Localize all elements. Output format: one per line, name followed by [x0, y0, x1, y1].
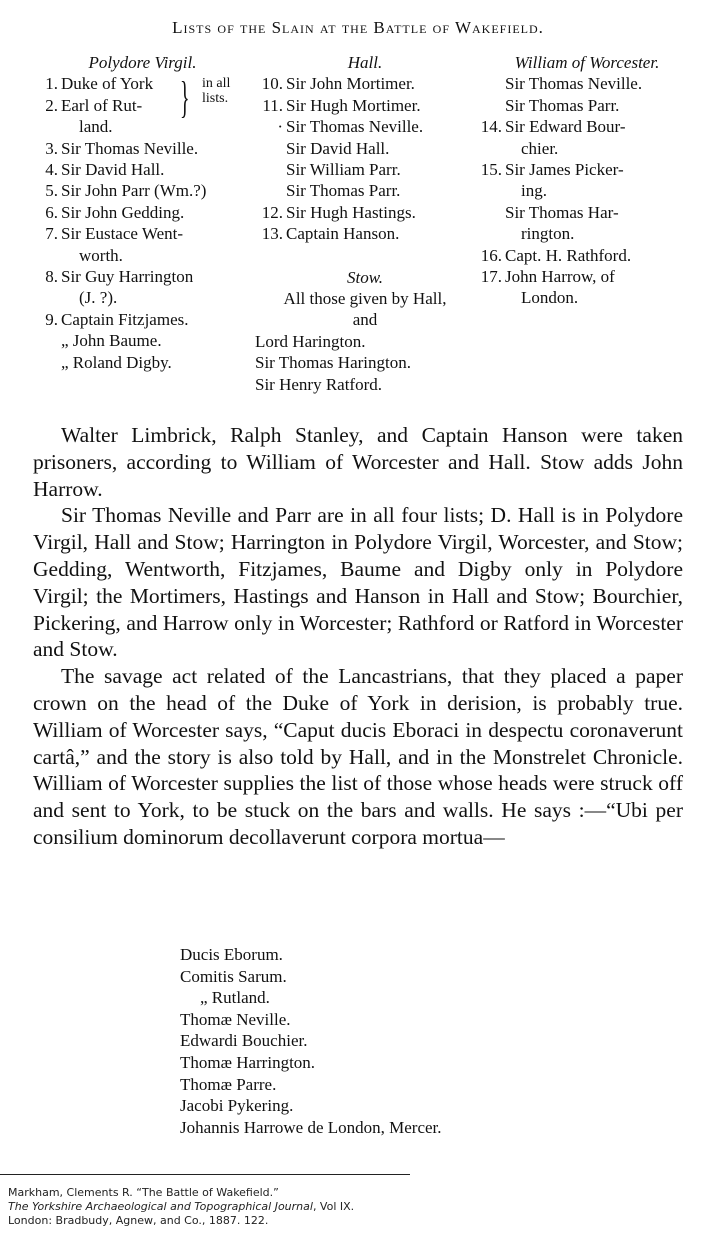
item-number: 3. — [45, 138, 58, 158]
list-item — [255, 223, 475, 244]
list-item — [255, 95, 475, 116]
latin-list-item: Thomæ Parre. — [180, 1074, 277, 1094]
latin-list-item: Thomæ Harrington. — [180, 1052, 316, 1072]
citation — [8, 1186, 354, 1228]
list-item — [255, 159, 475, 180]
item-number: 8. — [45, 267, 58, 287]
latin-list-item: Jacobi Pykering. — [180, 1096, 294, 1116]
list-item — [472, 266, 702, 287]
item-text: London. — [521, 288, 579, 308]
worcester-column — [472, 52, 702, 309]
item-number: 15. — [480, 160, 502, 180]
item-number: 7. — [45, 224, 58, 244]
item-number: 12. — [261, 202, 283, 222]
item-text: Sir David Hall. — [61, 160, 165, 180]
item-text: Sir Eustace Went- — [61, 224, 184, 244]
list-item — [472, 202, 702, 223]
list-item — [30, 138, 255, 159]
list-item — [30, 309, 255, 330]
list-item — [255, 116, 475, 137]
item-text: (J. ?). — [79, 288, 118, 308]
list-item — [472, 287, 702, 308]
item-text: Capt. H. Rathford. — [505, 245, 632, 265]
item-text: Earl of Rut- — [61, 95, 143, 115]
stow-line: Sir Thomas Harington. — [255, 353, 411, 373]
list-item — [472, 245, 702, 266]
list-item — [30, 223, 255, 244]
item-text: Sir Thomas Neville. — [286, 117, 424, 137]
item-number: 9. — [45, 309, 58, 329]
stow-list — [255, 288, 475, 395]
item-number: 1. — [45, 74, 58, 94]
item-text: Sir John Gedding. — [61, 202, 185, 222]
list-item — [30, 245, 255, 266]
list-item — [255, 180, 475, 201]
divider — [0, 1174, 410, 1175]
citation-line: London: Bradbudy, Agnew, and Co., 1887. 122. — [8, 1214, 269, 1227]
list-item — [472, 159, 702, 180]
item-number: 17. — [480, 267, 502, 287]
list-item — [30, 266, 255, 287]
list-item — [472, 73, 702, 94]
item-text: Sir John Parr (Wm.?) — [61, 181, 207, 201]
item-number: 4. — [45, 160, 58, 180]
list-item — [30, 180, 255, 201]
item-text: Sir Hugh Mortimer. — [286, 95, 421, 115]
citation-line: Markham, Clements R. “The Battle of Wakefield.” — [8, 1186, 279, 1199]
brace-note: in all lists. — [202, 76, 231, 106]
latin-list-item: „ Rutland. — [200, 988, 270, 1008]
item-text: Sir David Hall. — [286, 138, 390, 158]
item-text: Duke of York — [61, 74, 154, 94]
list-item — [30, 116, 255, 137]
item-number: 6. — [45, 202, 58, 222]
volume: , Vol IX. — [312, 1200, 355, 1213]
item-number: 5. — [45, 181, 58, 201]
item-text: Sir Thomas Neville. — [505, 74, 643, 94]
stow-line: Lord Harington. — [255, 331, 366, 351]
item-text: chier. — [521, 138, 559, 158]
polydore-virgil-header: Polydore Virgil. — [88, 53, 197, 72]
hall-header: Hall. — [347, 53, 383, 72]
list-item — [30, 159, 255, 180]
latin-list-item: Edwardi Bouchier. — [180, 1031, 308, 1051]
item-text: Captain Hanson. — [286, 224, 400, 244]
item-text: land. — [79, 117, 113, 137]
item-text: „ John Baume. — [61, 331, 162, 351]
citation-line — [8, 1200, 354, 1214]
polydore-virgil-column — [30, 52, 255, 373]
page-title: Lists of the Slain at the Battle of Wakefield. — [172, 18, 544, 37]
item-text: Sir Edward Bour- — [505, 117, 626, 137]
item-number: 2. — [45, 95, 58, 115]
item-number: 16. — [480, 245, 502, 265]
item-text: Sir Hugh Hastings. — [286, 202, 416, 222]
latin-list-item: Johannis Harrowe de London, Mercer. — [180, 1117, 442, 1137]
latin-list-item: Comitis Sarum. — [180, 966, 287, 986]
stow-line: Sir Henry Ratford. — [255, 374, 383, 394]
item-text: Sir Thomas Parr. — [505, 95, 620, 115]
list-item — [30, 330, 255, 351]
polydore-virgil-list — [30, 73, 255, 373]
hall-column — [255, 52, 475, 395]
item-number: 13. — [261, 224, 283, 244]
list-item — [255, 73, 475, 94]
latin-list-item: Thomæ Neville. — [180, 1009, 291, 1029]
brace-icon: } — [180, 73, 190, 122]
worcester-header: William of Worcester. — [514, 53, 660, 72]
item-text: Sir William Parr. — [286, 160, 401, 180]
item-text: ing. — [521, 181, 547, 201]
paragraph: The savage act related of the Lancastrians, that they placed a paper crown on the head of the Duke of York in derision, is probably true. William of Worcester says, “Caput ducis Eboraci in despectu coronaverunt cartâ,” and the story is also told by Hall, and in the Monstrelet Chronicle. William of Worcester supplies the list of those whose heads were struck off and sent to York, to be stuck on the bars and walls. He says :—“Ubi per consilium dominorum decollaverunt corpora mortua— — [33, 664, 683, 849]
journal-title: The Yorkshire Archaeological and Topographical Journal — [8, 1200, 313, 1213]
item-text: Sir Guy Harrington — [61, 267, 194, 287]
item-text: Sir Thomas Neville. — [61, 138, 199, 158]
paragraph: Walter Limbrick, Ralph Stanley, and Captain Hanson were taken prisoners, according to William of Worcester and Hall. Stow adds John Harrow. — [33, 423, 683, 501]
latin-list — [180, 944, 442, 1138]
item-text: worth. — [79, 245, 123, 265]
list-item — [472, 138, 702, 159]
list-item — [255, 202, 475, 223]
item-text: John Harrow, of — [505, 267, 615, 287]
list-item — [472, 223, 702, 244]
item-text: rington. — [521, 224, 575, 244]
list-item — [30, 202, 255, 223]
worcester-list — [472, 73, 702, 308]
item-number: 10. — [261, 74, 283, 94]
item-text: „ Roland Digby. — [61, 352, 172, 372]
list-item — [472, 95, 702, 116]
list-item — [255, 138, 475, 159]
hall-list — [255, 73, 475, 244]
list-item — [472, 180, 702, 201]
stow-line: and — [352, 310, 378, 330]
paragraph: Sir Thomas Neville and Parr are in all four lists; D. Hall is in Polydore Virgil, Hall and Stow; Harrington in Polydore Virgil, Worcester, and Stow; Gedding, Wentworth, Fitzjames, Baume and Digby only in Polydore Virgil; the Mortimers, Hastings and Hanson in Hall and Stow; Bourchier, Pickering, and Harrow only in Worcester; Rathford or Ratford in Worcester and Stow. — [33, 503, 683, 662]
item-text: Sir Thomas Parr. — [286, 181, 401, 201]
stow-header: Stow. — [346, 267, 384, 287]
body-text — [33, 422, 683, 851]
latin-list-item: Ducis Eborum. — [180, 945, 283, 964]
item-number: 14. — [480, 117, 502, 137]
list-item — [472, 116, 702, 137]
item-text: Sir John Mortimer. — [286, 74, 415, 94]
stow-line: All those given by Hall, — [283, 289, 447, 309]
item-text: Sir Thomas Har- — [505, 202, 619, 222]
list-item — [30, 287, 255, 308]
item-number: · — [277, 117, 283, 137]
item-text: Sir James Picker- — [505, 160, 624, 180]
item-text: Captain Fitzjames. — [61, 309, 189, 329]
list-item — [30, 352, 255, 373]
item-number: 11. — [262, 95, 283, 115]
